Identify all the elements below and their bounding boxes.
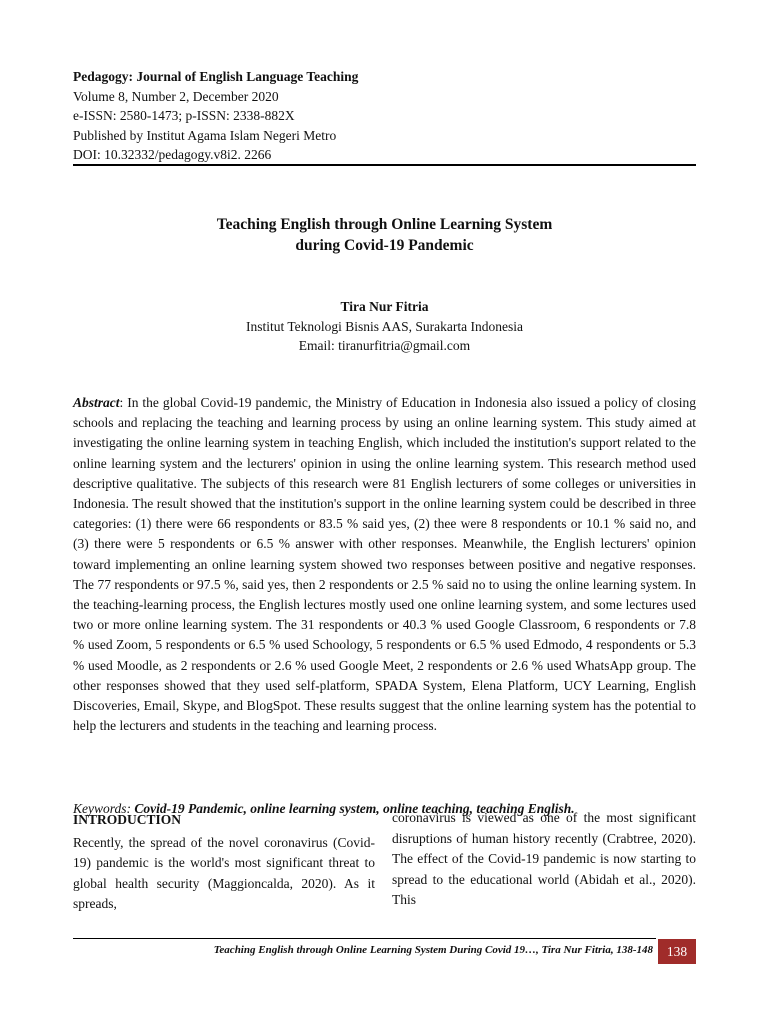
paper-title — [73, 214, 696, 256]
author-name: Tira Nur Fitria — [340, 299, 429, 314]
page-number-badge: 138 — [658, 939, 696, 964]
journal-volume: Volume 8, Number 2, December 2020 — [73, 88, 279, 104]
keywords-values: Covid-19 Pandemic, online learning system, online teaching, teaching English. — [134, 801, 575, 816]
journal-name: Pedagogy: Journal of English Language Teaching — [73, 69, 359, 84]
journal-issn: e-ISSN: 2580-1473; p-ISSN: 2338-882X — [73, 108, 295, 123]
journal-publisher: Published by Institut Agama Islam Negeri Metro — [73, 127, 337, 143]
section-heading-introduction: INTRODUCTION — [73, 812, 182, 827]
abstract — [73, 393, 696, 736]
introduction-left-text: Recently, the spread of the novel coronavirus (Covid-19) pandemic is the world's most significant threat to global health security (Maggioncalda, 2020). As it spreads, — [73, 834, 375, 911]
paper-title-line-2: during Covid-19 Pandemic — [295, 237, 474, 254]
author-email: Email: tiranurfitria@gmail.com — [298, 338, 471, 353]
journal-header — [73, 67, 696, 165]
keywords-label: Keywords: — [73, 801, 135, 816]
introduction-right-text: coronavirus is viewed as one of the most significant disruptions of human history recently (Crabtree, 2020). The effect of the Covid-19 pandemic is now starting to spread to the educational world (Abidah et al., 2020). This — [392, 810, 696, 907]
introduction-left-column — [73, 810, 375, 915]
author-affiliation: Institut Teknologi Bisnis AAS, Surakarta Indonesia — [245, 318, 524, 334]
header-divider — [73, 164, 696, 166]
abstract-label: Abstract — [73, 395, 120, 410]
introduction-right-column — [392, 808, 696, 912]
footer-divider — [73, 938, 656, 939]
abstract-text: : In the global Covid-19 pandemic, the Ministry of Education in Indonesia also issued a policy of closing schools and replacing the teaching and learning process by using an online learning system. This study aimed at investigating the online learning system in teaching English, which included the institution's support related to the online learning system and the lecturers' opinion in using the online learning system. This research method used descriptive qualitative. The subjects of this research were 81 English lecturers of some colleges or universities in Indonesia. The result showed that the institution's support in the online learning system could be described in three categories: (1) there were 66 respondents or 83.5 % said yes, (2) thee were 8 respondents or 10.1 % said no, and (3) there were 5 respondents or 6.5 % answer with other responses. Meanwhile, the English lecturers' opinion toward implementing an online learning system showed two responses between positive and negative responses. The 77 respondents or 97.5 %, said yes, then 2 respondents or 2.5 % said no to using the online learning system. In the teaching-learning process, the English lectures mostly used one online learning system, and some lectures used two or more online learning system. The 31 respondents or 40.3 % used Google Classroom, 6 respondents or 7.8 % used Zoom, 5 respondents or 6.5 % used Schoology, 5 respondents or 6.5 % used Edmodo, 4 respondents or 5.3 % used Moodle, as 2 respondents or 2.6 % used Google Meet, 2 respondents or 2.6 % used WhatsApp group. The other responses showed that they used self-platform, SPADA System, Elena Platform, UCY Learning, English Discoveries, Email, Skype, and BlogSpot. These results suggest that the online learning system has the potential to help the lecturers and students in the teaching and learning process. — [73, 395, 696, 734]
author-block — [73, 297, 696, 356]
paper-title-line-1: Teaching English through Online Learning System — [216, 216, 553, 233]
running-footer: Teaching English through Online Learning System During Covid 19…, Tira Nur Fitria, 138-148 — [213, 944, 653, 956]
journal-doi: DOI: 10.32332/pedagogy.v8i2. 2266 — [73, 147, 272, 162]
